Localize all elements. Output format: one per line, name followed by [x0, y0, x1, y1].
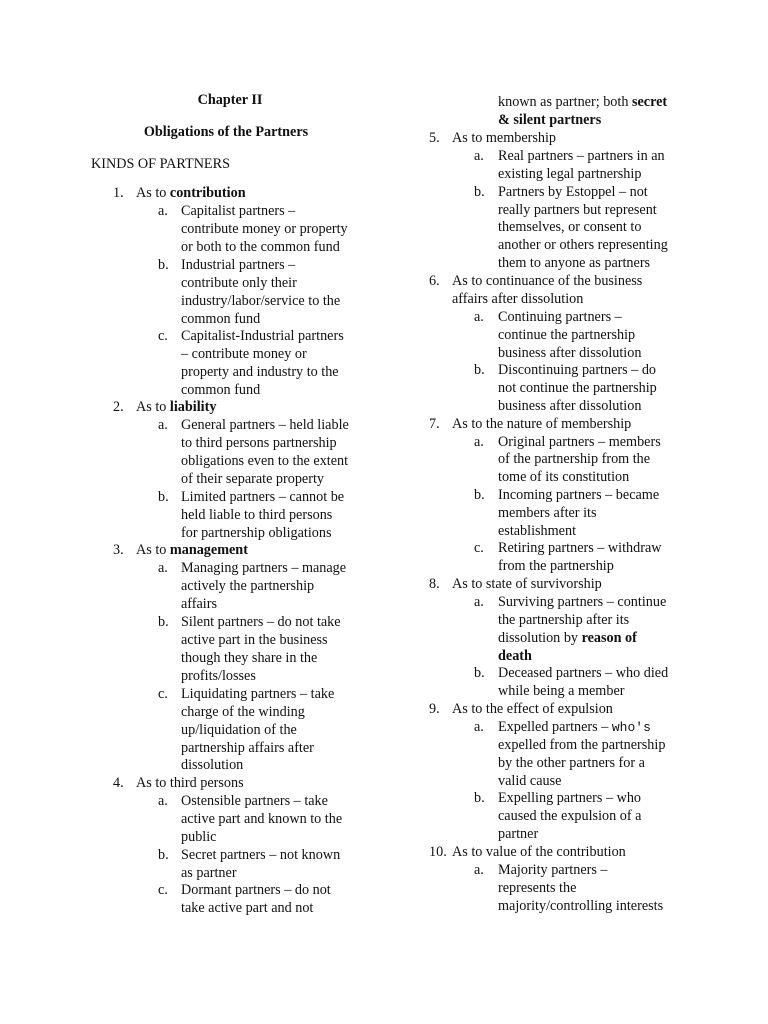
sub-item-text: take active part and not: [181, 900, 314, 916]
sub-item-marker: b.: [474, 665, 485, 681]
chapter-heading: Chapter II: [197, 92, 263, 108]
sub-item-marker: a.: [474, 148, 484, 164]
section-heading: KINDS OF PARTNERS: [91, 156, 230, 172]
sub-item-text: public: [181, 829, 217, 845]
sub-item-text: not continue the partnership: [498, 380, 657, 396]
sub-item-text: – contribute money or: [181, 346, 307, 362]
item-number: 7.: [429, 416, 440, 432]
sub-item-text: Original partners – members: [498, 434, 661, 450]
sub-item-text: active part in the business: [181, 632, 328, 648]
list-item-heading: As to state of survivorship: [452, 576, 602, 592]
list-item-heading: affairs after dissolution: [452, 291, 584, 307]
sub-item-marker: a.: [158, 203, 168, 219]
sub-item-text: active part and known to the: [181, 811, 343, 827]
sub-item-marker: b.: [474, 790, 485, 806]
sub-item-text: majority/controlling interests: [498, 898, 664, 914]
sub-item-text: expelled from the partnership: [498, 737, 666, 753]
sub-item-text: Industrial partners –: [181, 257, 296, 273]
list-item-heading: As to the nature of membership: [452, 416, 632, 432]
sub-item-text: Liquidating partners – take: [181, 686, 335, 702]
sub-item-text: them to anyone as partners: [498, 255, 651, 271]
chapter-title: Obligations of the Partners: [143, 124, 309, 140]
sub-item-text: valid cause: [498, 773, 562, 789]
sub-item-text: the partnership after its: [498, 612, 630, 628]
sub-item-text: common fund: [181, 311, 261, 327]
sub-item-marker: a.: [474, 719, 484, 735]
sub-item-text: Surviving partners – continue: [498, 594, 667, 610]
sub-item-text: establishment: [498, 523, 577, 539]
sub-item-text: charge of the winding: [181, 704, 305, 720]
sub-item-text: industry/labor/service to the: [181, 293, 341, 309]
item-number: 10.: [429, 844, 447, 860]
sub-item-text: partner: [498, 826, 539, 842]
sub-item-text: partnership affairs after: [181, 740, 314, 756]
sub-item-text: obligations even to the extent: [181, 453, 349, 469]
sub-item-text: or both to the common fund: [181, 239, 340, 255]
sub-item-text: of their separate property: [181, 471, 324, 487]
sub-item-text: profits/losses: [181, 668, 256, 684]
sub-item-text: common fund: [181, 382, 261, 398]
sub-item-text: business after dissolution: [498, 398, 642, 414]
sub-item-text: tome of its constitution: [498, 469, 630, 485]
sub-item-text: from the partnership: [498, 558, 614, 574]
sub-item-text: Silent partners – do not take: [181, 614, 341, 630]
sub-item-text: affairs: [181, 596, 217, 612]
sub-item-marker: a.: [158, 560, 168, 576]
sub-item-text: General partners – held liable: [181, 417, 349, 433]
sub-item-text: Real partners – partners in an: [498, 148, 665, 164]
sub-item-text: Continuing partners –: [498, 309, 622, 325]
sub-item-marker: a.: [474, 862, 484, 878]
continued-text: & silent partners: [498, 112, 602, 128]
sub-item-text: dissolution by reason of: [498, 630, 637, 646]
sub-item-text: members after its: [498, 505, 597, 521]
list-item-heading: As to continuance of the business: [452, 273, 643, 289]
sub-item-marker: b.: [474, 184, 485, 200]
item-number: 3.: [113, 542, 124, 558]
sub-item-text: as partner: [181, 865, 237, 881]
sub-item-marker: c.: [158, 686, 168, 702]
sub-item-text: contribute only their: [181, 275, 297, 291]
sub-item-marker: c.: [158, 882, 168, 898]
sub-item-text: held liable to third persons: [181, 507, 333, 523]
sub-item-marker: b.: [158, 847, 169, 863]
sub-item-text: Capitalist partners –: [181, 203, 296, 219]
sub-item-text: contribute money or property: [181, 221, 348, 237]
item-number: 2.: [113, 399, 124, 415]
sub-item-text: property and industry to the: [181, 364, 339, 380]
sub-item-marker: b.: [158, 614, 169, 630]
sub-item-text: Partners by Estoppel – not: [498, 184, 648, 200]
sub-item-marker: c.: [158, 328, 168, 344]
list-item-heading: As to liability: [136, 399, 217, 415]
item-number: 4.: [113, 775, 124, 791]
item-number: 9.: [429, 701, 440, 717]
sub-item-text: Incoming partners – became: [498, 487, 660, 503]
sub-item-text: Managing partners – manage: [181, 560, 347, 576]
sub-item-text: Discontinuing partners – do: [498, 362, 657, 378]
sub-item-marker: b.: [158, 257, 169, 273]
list-item-heading: As to contribution: [136, 185, 246, 201]
sub-item-text: Majority partners –: [498, 862, 608, 878]
sub-item-text: death: [498, 648, 532, 664]
item-number: 8.: [429, 576, 440, 592]
sub-item-text: caused the expulsion of a: [498, 808, 642, 824]
sub-item-marker: a.: [474, 594, 484, 610]
sub-item-text: of the partnership from the: [498, 451, 651, 467]
sub-item-text: Expelling partners – who: [498, 790, 642, 806]
sub-item-marker: a.: [474, 434, 484, 450]
sub-item-text: while being a member: [498, 683, 625, 699]
sub-item-text: business after dissolution: [498, 345, 642, 361]
sub-item-marker: a.: [474, 309, 484, 325]
sub-item-marker: b.: [474, 362, 485, 378]
sub-item-marker: a.: [158, 417, 168, 433]
list-item-heading: As to value of the contribution: [452, 844, 626, 860]
list-item-heading: As to the effect of expulsion: [452, 701, 613, 717]
continued-text: known as partner; both secret: [498, 94, 668, 110]
sub-item-text: Capitalist-Industrial partners: [181, 328, 344, 344]
sub-item-text: by the other partners for a: [498, 755, 645, 771]
sub-item-text: themselves, or consent to: [498, 219, 642, 235]
sub-item-text: Expelled partners – who's: [498, 719, 651, 735]
sub-item-text: existing legal partnership: [498, 166, 642, 182]
item-number: 1.: [113, 185, 124, 201]
item-number: 6.: [429, 273, 440, 289]
list-item-heading: As to membership: [452, 130, 557, 146]
sub-item-text: represents the: [498, 880, 577, 896]
sub-item-text: actively the partnership: [181, 578, 315, 594]
sub-item-marker: b.: [474, 487, 485, 503]
sub-item-marker: b.: [158, 489, 169, 505]
sub-item-text: to third persons partnership: [181, 435, 337, 451]
sub-item-text: continue the partnership: [498, 327, 636, 343]
sub-item-text: Deceased partners – who died: [498, 665, 669, 681]
sub-item-text: Retiring partners – withdraw: [498, 540, 662, 556]
sub-item-marker: a.: [158, 793, 168, 809]
sub-item-marker: c.: [474, 540, 484, 556]
list-item-heading: As to third persons: [136, 775, 244, 791]
item-number: 5.: [429, 130, 440, 146]
sub-item-text: really partners but represent: [498, 202, 657, 218]
sub-item-text: Ostensible partners – take: [181, 793, 328, 809]
sub-item-text: Limited partners – cannot be: [181, 489, 345, 505]
sub-item-text: another or others representing: [498, 237, 668, 253]
sub-item-text: though they share in the: [181, 650, 318, 666]
sub-item-text: for partnership obligations: [181, 525, 332, 541]
sub-item-text: up/liquidation of the: [181, 722, 297, 738]
sub-item-text: Secret partners – not known: [181, 847, 341, 863]
sub-item-text: dissolution: [181, 757, 244, 773]
list-item-heading: As to management: [136, 542, 248, 558]
sub-item-text: Dormant partners – do not: [181, 882, 331, 898]
